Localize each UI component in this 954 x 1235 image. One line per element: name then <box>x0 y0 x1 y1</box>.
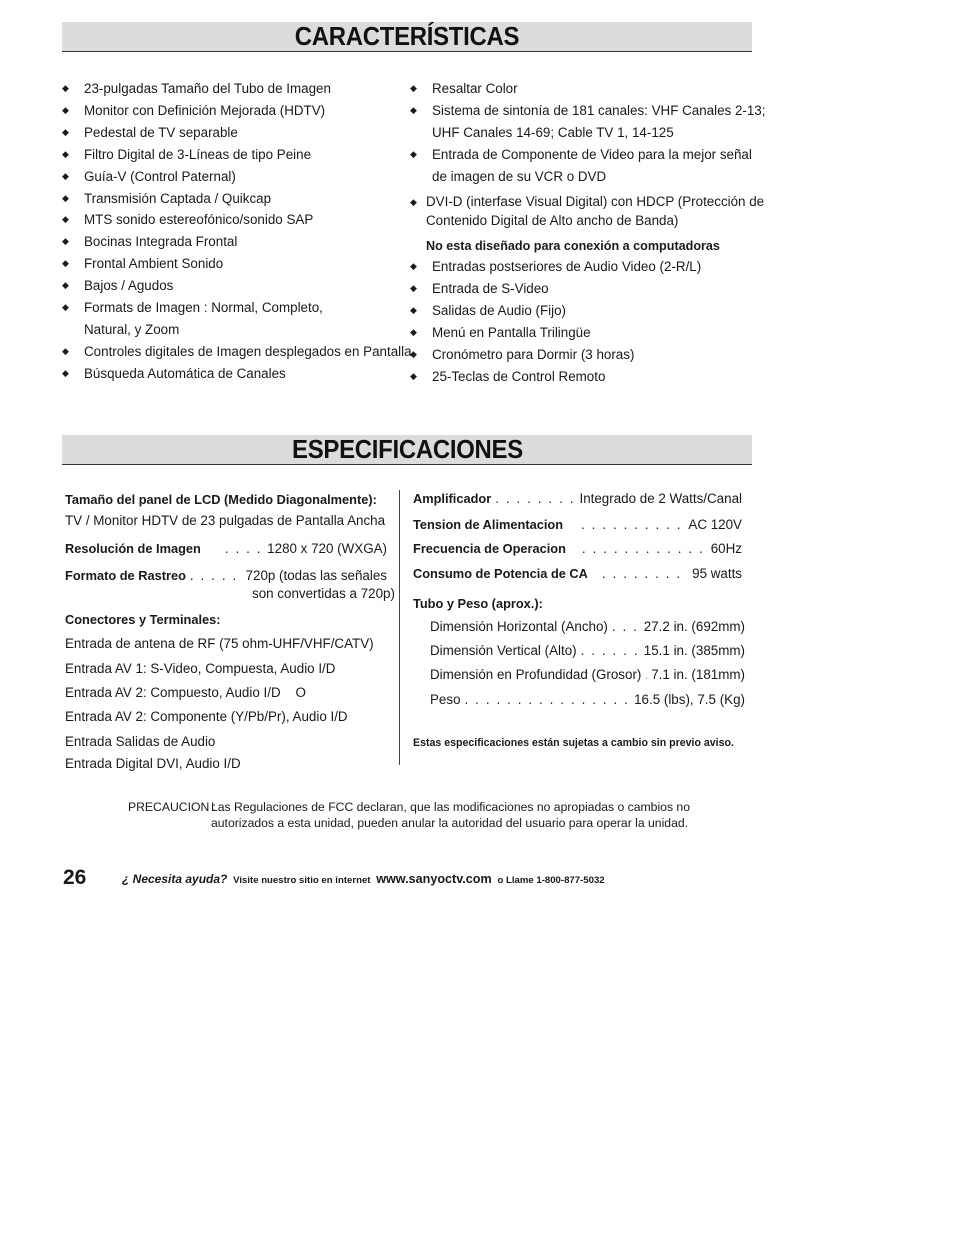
bullet-diamond-icon: ◆ <box>410 148 417 159</box>
bullet-diamond-icon: ◆ <box>410 104 417 115</box>
feature-item <box>62 188 412 210</box>
feature-text: Entradas postseriores de Audio Video (2-R/L) <box>432 259 702 274</box>
especificaciones-header <box>62 435 752 465</box>
dim-h-label: Dimensión Horizontal (Ancho) <box>430 619 608 634</box>
dot-leader <box>582 541 707 556</box>
bullet-diamond-icon: ◆ <box>410 282 417 293</box>
precaucion-line2: autorizados a esta unidad, pueden anular la autoridad del usuario para operar la unidad. <box>211 816 689 830</box>
consumo-label: Consumo de Potencia de CA <box>413 566 588 581</box>
feature-text: Monitor con Definición Mejorada (HDTV) <box>84 102 326 118</box>
dot-leader <box>581 517 684 532</box>
spec-row-formato <box>65 568 387 583</box>
column-divider <box>399 490 400 765</box>
bullet-diamond-icon: ◆ <box>410 304 417 315</box>
feature-text: Filtro Digital de 3-Líneas de tipo Peine <box>84 146 312 162</box>
dot-leader <box>581 643 640 658</box>
feature-item <box>62 166 412 188</box>
feature-item <box>62 209 412 231</box>
panel-size-label: Tamaño del panel de LCD (Medido Diagonalmente): <box>65 492 377 507</box>
feature-text: Natural, y Zoom <box>84 321 180 337</box>
bullet-diamond-icon: ◆ <box>62 83 69 93</box>
caracteristicas-title: CARACTERÍSTICAS <box>294 21 520 51</box>
formato-label: Formato de Rastreo <box>65 568 186 583</box>
feature-item <box>410 344 701 366</box>
feature-text: Entrada de S-Video <box>432 280 549 296</box>
feature-text: Búsqueda Automática de Canales <box>84 365 286 381</box>
bullet-diamond-icon: ◆ <box>410 348 417 359</box>
conector-item: Entrada AV 2: Componente (Y/Pb/Pr), Audio I/D <box>65 709 348 724</box>
bullet-diamond-icon: ◆ <box>62 367 69 378</box>
conector-item: Entrada de antena de RF (75 ohm-UHF/VHF/CATV) <box>65 636 374 651</box>
precaucion-line1: Las Regulaciones de FCC declaran, que las modificaciones no apropiadas o cambios no <box>211 800 690 814</box>
feature-text: MTS sonido estereofónico/sonido SAP <box>84 212 314 228</box>
amplificador-label: Amplificador <box>413 491 492 506</box>
feature-dvi-line1: DVI-D (interfase Visual Digital) con HDCP (Protección de <box>426 194 765 209</box>
bullet-diamond-icon: ◆ <box>62 192 69 203</box>
dot-leader <box>602 566 688 581</box>
feature-text: Bajos / Agudos <box>84 278 174 294</box>
feature-text: Salidas de Audio (Fijo) <box>432 302 566 318</box>
spec-row-peso <box>430 692 745 707</box>
bullet-diamond-icon: ◆ <box>410 261 417 271</box>
dot-leader <box>495 491 575 506</box>
footer-call: o Llame 1-800-877-5032 <box>497 875 605 886</box>
spec-row-dim-horizontal <box>430 619 745 634</box>
peso-label: Peso <box>430 692 461 707</box>
dot-leader <box>190 568 242 583</box>
panel-size-value: TV / Monitor HDTV de 23 pulgadas de Pantalla Ancha <box>65 513 386 528</box>
feature-text: Bocinas Integrada Frontal <box>84 234 238 250</box>
tension-value: AC 120V <box>688 517 742 532</box>
conectores-label: Conectores y Terminales: <box>65 612 221 627</box>
resolucion-label: Resolución de Imagen <box>65 541 201 556</box>
feature-text: Entrada de Componente de Video para la mejor señal <box>432 146 752 162</box>
feature-text: de imagen de su VCR o DVD <box>432 168 607 184</box>
dot-leader <box>645 667 647 682</box>
conector-item: Entrada Digital DVI, Audio I/D <box>65 756 241 771</box>
feature-item <box>62 341 412 363</box>
feature-item <box>410 166 765 188</box>
feature-item <box>410 322 701 344</box>
feature-item <box>62 78 412 100</box>
footer-help: ¿ Necesita ayuda? <box>122 872 228 886</box>
feature-item <box>410 278 701 300</box>
bullet-diamond-icon: ◆ <box>410 326 417 337</box>
spec-row-amplificador <box>413 491 742 506</box>
conector-item: Entrada Salidas de Audio <box>65 734 216 749</box>
footer-url[interactable]: www.sanyoctv.com <box>376 872 492 886</box>
feature-item <box>62 363 412 385</box>
spec-row-frecuencia <box>413 541 742 556</box>
feature-item <box>62 275 412 297</box>
bullet-diamond-icon: ◆ <box>62 280 69 291</box>
frecuencia-value: 60Hz <box>710 541 742 556</box>
feature-dvi-line2: Contenido Digital de Alto ancho de Banda) <box>426 213 679 228</box>
tubo-peso-label: Tubo y Peso (aprox.): <box>413 596 543 611</box>
feature-text: Formats de Imagen : Normal, Completo, <box>84 300 323 316</box>
conector-item: Entrada AV 1: S-Video, Compuesta, Audio I/D <box>65 661 336 676</box>
resolucion-value: 1280 x 720 (WXGA) <box>267 541 387 556</box>
feature-text: Menú en Pantalla Trilingüe <box>432 324 591 340</box>
feature-text: Resaltar Color <box>432 81 518 96</box>
footer-help-line <box>122 870 605 890</box>
precaucion-label: PRECAUCION : <box>128 800 217 814</box>
dim-h-value: 27.2 in. (692mm) <box>643 619 745 634</box>
conector-item: Entrada AV 2: Compuesto, Audio I/D O <box>65 685 306 700</box>
bullet-diamond-icon: ◆ <box>62 302 69 313</box>
bullet-diamond-icon: ◆ <box>410 370 417 381</box>
feature-item <box>62 122 412 144</box>
formato-value: 720p (todas las señales <box>245 568 387 583</box>
bullet-diamond-icon: ◆ <box>62 214 69 225</box>
dim-p-value: 7.1 in. (181mm) <box>651 667 745 682</box>
spec-row-resolucion <box>65 541 387 556</box>
amplificador-value: Integrado de 2 Watts/Canal <box>579 491 742 506</box>
feature-item <box>62 253 412 275</box>
feature-item <box>410 256 701 278</box>
feature-item <box>410 100 765 122</box>
feature-item <box>62 100 412 122</box>
feature-item <box>410 122 765 144</box>
feature-item <box>410 366 701 388</box>
feature-text: Transmisión Captada / Quikcap <box>84 190 272 206</box>
feature-item <box>62 144 412 166</box>
feature-item <box>410 300 701 322</box>
feature-item <box>62 231 412 253</box>
feature-dvi-note: No esta diseñado para conexión a computadoras <box>426 239 720 253</box>
spec-disclaimer: Estas especificaciones están sujetas a cambio sin previo aviso. <box>413 737 734 749</box>
peso-value: 16.5 (lbs), 7.5 (Kg) <box>634 692 745 707</box>
dim-p-label: Dimensión en Profundidad (Grosor) <box>430 667 642 682</box>
feature-text: Frontal Ambient Sonido <box>84 256 224 272</box>
bullet-diamond-icon: ◆ <box>62 170 69 181</box>
features-list-right <box>410 78 765 188</box>
feature-text: Guía-V (Control Paternal) <box>84 168 236 184</box>
bullet-diamond-icon: ◆ <box>410 197 417 207</box>
bullet-diamond-icon: ◆ <box>62 104 69 115</box>
tension-label: Tension de Alimentacion <box>413 517 564 532</box>
feature-item <box>410 144 765 166</box>
page-number: 26 <box>63 866 87 889</box>
bullet-diamond-icon: ◆ <box>62 126 69 137</box>
consumo-value: 95 watts <box>692 566 742 581</box>
formato-value-line2: son convertidas a 720p) <box>252 586 395 601</box>
features-list-right-b <box>410 256 701 387</box>
bullet-diamond-icon: ◆ <box>62 345 69 356</box>
spec-row-tension <box>413 517 742 532</box>
feature-text: Controles digitales de Imagen desplegados en Pantalla <box>84 343 412 359</box>
dot-leader <box>612 619 640 634</box>
bullet-diamond-icon: ◆ <box>62 236 69 247</box>
dot-leader <box>465 692 631 707</box>
especificaciones-title: ESPECIFICACIONES <box>291 434 523 464</box>
feature-text: UHF Canales 14-69; Cable TV 1, 14-125 <box>432 124 674 140</box>
frecuencia-label: Frecuencia de Operacion <box>413 541 566 556</box>
bullet-diamond-icon: ◆ <box>62 148 69 159</box>
feature-item <box>62 297 412 319</box>
feature-item <box>410 78 765 100</box>
spec-row-dim-profundidad <box>430 667 745 682</box>
feature-text: Pedestal de TV separable <box>84 124 238 140</box>
dim-v-label: Dimensión Vertical (Alto) <box>430 643 577 658</box>
footer-visit: Visite nuestro sitio en internet <box>233 875 371 886</box>
dot-leader <box>225 541 263 556</box>
dim-v-value: 15.1 in. (385mm) <box>643 643 745 658</box>
feature-item <box>62 319 412 341</box>
spec-row-consumo <box>413 566 742 581</box>
spec-row-dim-vertical <box>430 643 745 658</box>
features-list-left <box>62 78 412 385</box>
feature-text: 23-pulgadas Tamaño del Tubo de Imagen <box>84 81 331 96</box>
feature-text: Sistema de sintonía de 181 canales: VHF Canales 2-13; <box>432 102 766 118</box>
caracteristicas-header <box>62 22 752 52</box>
feature-text: Cronómetro para Dormir (3 horas) <box>432 346 635 362</box>
feature-text: 25-Teclas de Control Remoto <box>432 368 606 384</box>
bullet-diamond-icon: ◆ <box>410 83 417 93</box>
bullet-diamond-icon: ◆ <box>62 258 69 269</box>
